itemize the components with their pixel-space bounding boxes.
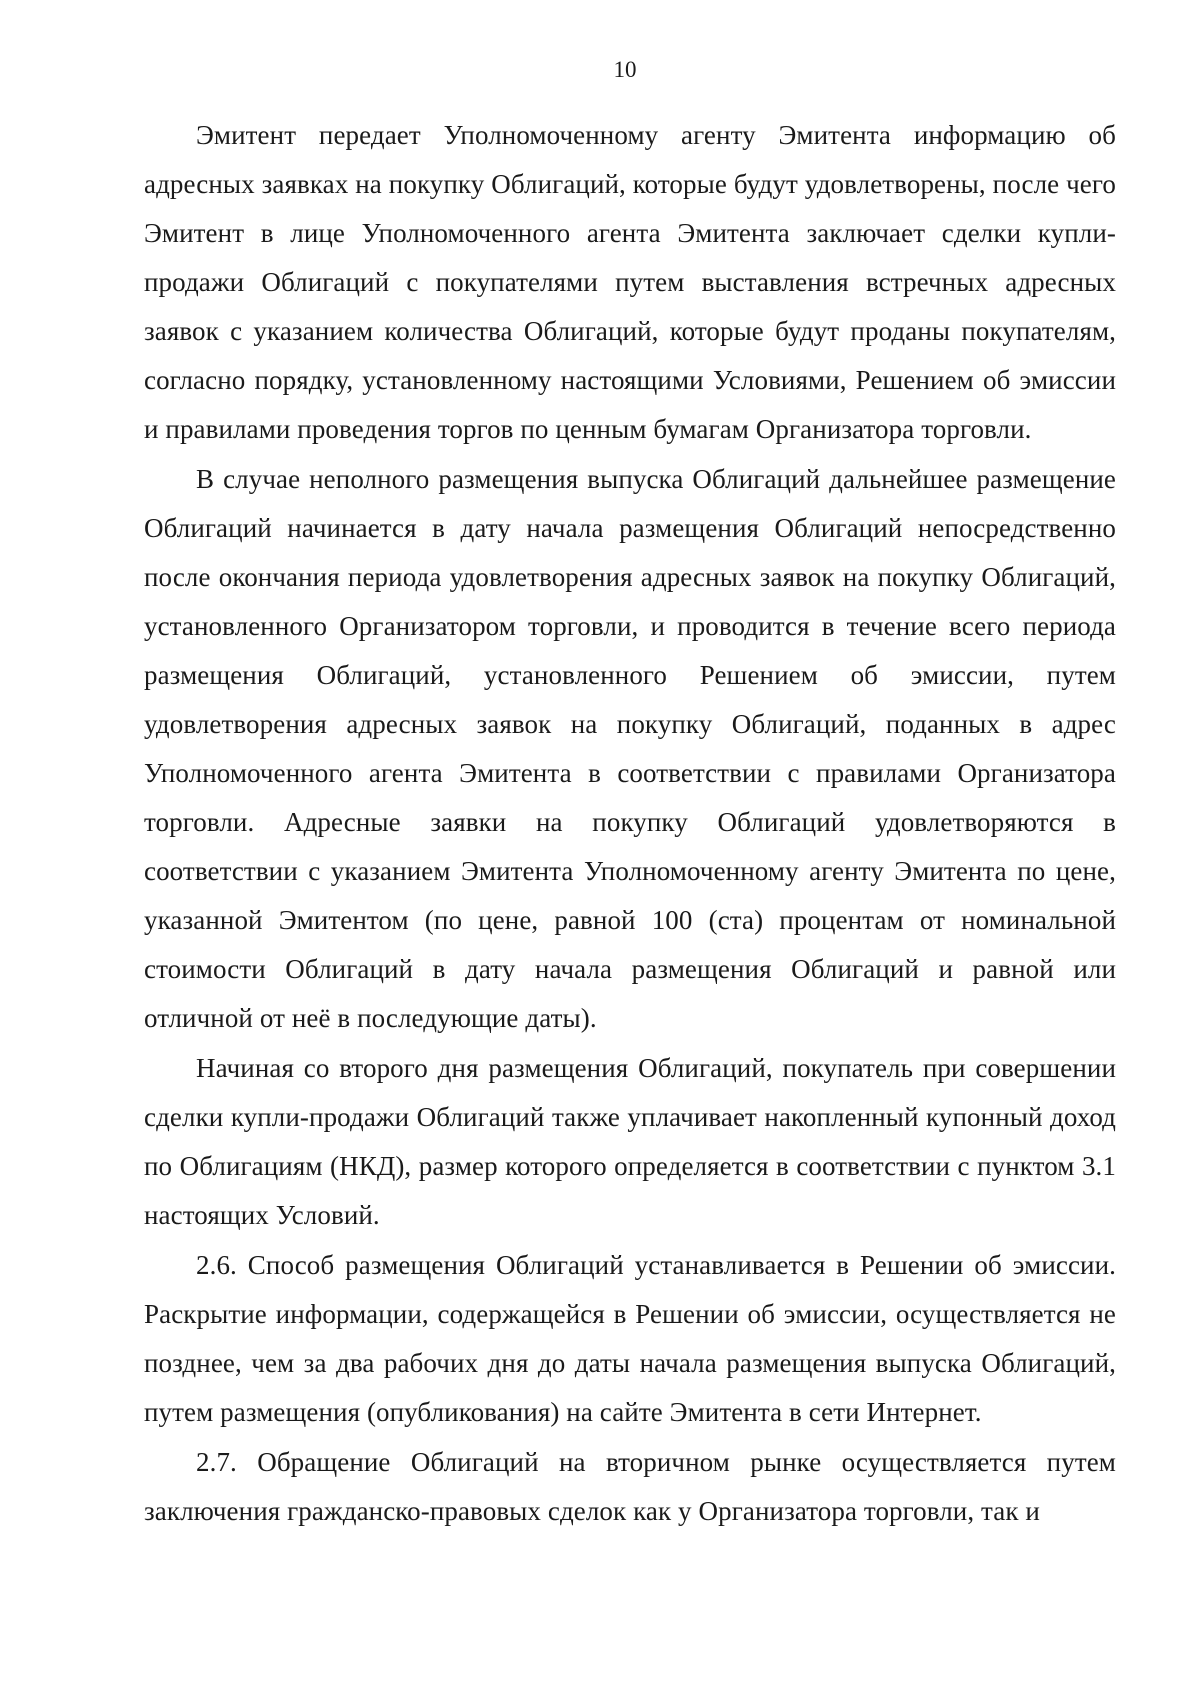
paragraph-accrued-coupon: Начиная со второго дня размещения Облигаций, покупатель при совершении сделки купли-продажи Облигаций также уплачивает накопленный купонный доход по Облигациям (НКД), размер которого определяется в соответствии с пунктом 3.1 настоящих Условий. (144, 1053, 1116, 1230)
paragraph-incomplete-placement: В случае неполного размещения выпуска Облигаций дальнейшее размещение Облигаций начинается в дату начала размещения Облигаций непосредственно после окончания периода удовлетворения адресных заявок на покупку Облигаций, установленного Организатором торговли, и проводится в течение всего периода размещения Облигаций, установленного Решением об эмиссии, путем удовлетворения адресных заявок на покупку Облигаций, поданных в адрес Уполномоченного агента Эмитента в соответствии с правилами Организатора торговли. Адресные заявки на покупку Облигаций удовлетворяются в соответствии с указанием Эмитента Уполномоченному агенту Эмитента по цене, указанной Эмитентом (по цене, равной 100 (ста) процентам от номинальной стоимости Облигаций в дату начала размещения Облигаций и равной или отличной от неё в последующие даты). (144, 464, 1116, 1033)
page-number: 10 (613, 57, 637, 82)
paragraph-authorized-agent: Эмитент передает Уполномоченному агенту Эмитента информацию об адресных заявках на покупку Облигаций, которые будут удовлетворены, после чего Эмитент в лице Уполномоченного агента Эмитента заключает сделки купли-продажи Облигаций с покупателями путем выставления встречных адресных заявок с указанием количества Облигаций, которые будут проданы покупателям, согласно порядку, установленному настоящими Условиями, Решением об эмиссии и правилами проведения торгов по ценным бумагам Организатора торговли. (144, 120, 1116, 444)
paragraph-section-2-6: 2.6. Способ размещения Облигаций устанавливается в Решении об эмиссии. Раскрытие информации, содержащейся в Решении об эмиссии, осуществляется не позднее, чем за два рабочих дня до даты начала размещения выпуска Облигаций, путем размещения (опубликования) на сайте Эмитента в сети Интернет. (144, 1250, 1116, 1427)
document-body (144, 111, 1116, 1537)
paragraph-section-2-7: 2.7. Обращение Облигаций на вторичном рынке осуществляется путем заключения гражданско-правовых сделок как у Организатора торговли, так и (144, 1447, 1116, 1526)
